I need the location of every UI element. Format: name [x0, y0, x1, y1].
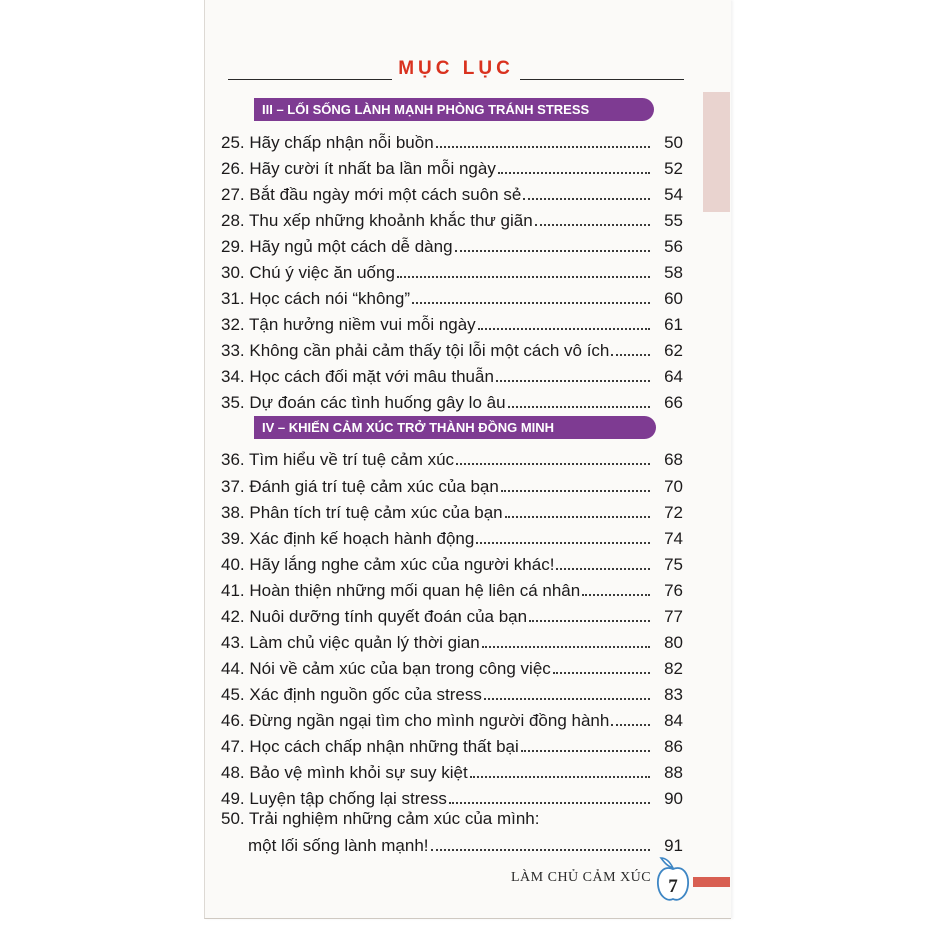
book-title-footer: LÀM CHỦ CẢM XÚC [511, 870, 652, 885]
header-rule-left [228, 79, 392, 80]
toc-entry-title: 39. Xác định kế hoạch hành động [221, 529, 475, 548]
toc-entry-title: 42. Nuôi dưỡng tính quyết đoán của bạn [221, 607, 528, 626]
toc-entry-title: 43. Làm chủ việc quản lý thời gian [221, 633, 480, 652]
leader-dots [478, 328, 650, 330]
toc-entry[interactable] [221, 679, 683, 705]
leader-dots [412, 302, 650, 304]
toc-entry-title: 37. Đánh giá trí tuệ cảm xúc của bạn [221, 477, 499, 496]
toc-entry-page: 70 [664, 477, 683, 496]
leader-dots [505, 516, 650, 518]
leader-dots [523, 198, 650, 200]
leader-dots [456, 463, 650, 465]
toc-entry-page: 66 [664, 393, 683, 412]
toc-entry-page: 54 [664, 185, 683, 204]
toc-entry-title: 25. Hãy chấp nhận nỗi buồn [221, 133, 434, 152]
toc-entry-title: 28. Thu xếp những khoảnh khắc thư giãn [221, 211, 533, 230]
toc-entry[interactable] [221, 309, 683, 335]
toc-entry-title: 38. Phân tích trí tuệ cảm xúc của bạn [221, 503, 503, 522]
toc-entry[interactable] [221, 179, 683, 205]
toc-entry-page: 62 [664, 341, 683, 360]
toc-entry-page: 80 [664, 633, 683, 652]
leader-dots [484, 698, 650, 700]
accent-bar [693, 877, 730, 887]
leader-dots [449, 802, 650, 804]
leader-dots [498, 172, 650, 174]
leader-dots [553, 672, 650, 674]
toc-entry-title: 27. Bắt đầu ngày mới một cách suôn sẻ [221, 185, 522, 204]
toc-entry-title-line1[interactable]: 50. Trải nghiệm những cảm xúc của mình: [221, 809, 540, 828]
toc-entry[interactable] [221, 283, 683, 309]
toc-entry-page: 72 [664, 503, 683, 522]
leader-dots [455, 250, 650, 252]
leader-dots [582, 594, 650, 596]
toc-entry-title: 31. Học cách nói “không” [221, 289, 410, 308]
toc-entry-title: 34. Học cách đối mặt với mâu thuẫn [221, 367, 494, 386]
toc-entry[interactable] [221, 361, 683, 387]
page-title: MỤC LỤC [398, 58, 514, 79]
leader-dots [397, 276, 650, 278]
toc-entry-page: 52 [664, 159, 683, 178]
toc-entry-title: 30. Chú ý việc ăn uống [221, 263, 395, 282]
leader-dots [529, 620, 650, 622]
toc-entry[interactable] [221, 549, 683, 575]
toc-entry-title: 26. Hãy cười ít nhất ba lần mỗi ngày [221, 159, 496, 178]
toc-entry[interactable] [221, 153, 683, 179]
toc-entry-title: 45. Xác định nguồn gốc của stress [221, 685, 482, 704]
page-edge-tab [703, 92, 730, 212]
leader-dots [508, 406, 650, 408]
leader-dots [470, 776, 650, 778]
toc-entry[interactable] [221, 523, 683, 549]
toc-entry-page: 55 [664, 211, 683, 230]
apple-page-number-icon [655, 852, 691, 904]
leader-dots [431, 849, 651, 851]
leader-dots [521, 750, 650, 752]
toc-entry-page: 77 [664, 607, 683, 626]
toc-entry-title: 49. Luyện tập chống lại stress [221, 789, 447, 808]
toc-entry-page: 56 [664, 237, 683, 256]
toc-entry[interactable] [221, 705, 683, 731]
leader-dots [501, 490, 650, 492]
toc-entry-title: 32. Tận hưởng niềm vui mỗi ngày [221, 315, 476, 334]
section-heading-iv: IV – KHIẾN CẢM XÚC TRỞ THÀNH ĐỒNG MINH [254, 416, 656, 439]
toc-entry[interactable] [221, 231, 683, 257]
toc-entry[interactable] [221, 497, 683, 523]
toc-entry[interactable] [221, 627, 683, 653]
toc-entry[interactable] [248, 830, 683, 856]
toc-entry-title: 35. Dự đoán các tình huống gây lo âu [221, 393, 506, 412]
leader-dots [436, 146, 650, 148]
leader-dots [476, 542, 650, 544]
leader-dots [496, 380, 650, 382]
leader-dots [535, 224, 650, 226]
toc-entry-title: 29. Hãy ngủ một cách dễ dàng [221, 237, 453, 256]
toc-entry-page: 58 [664, 263, 683, 282]
toc-entry-page: 76 [664, 581, 683, 600]
toc-entry-title-line2: một lối sống lành mạnh! [248, 836, 429, 855]
toc-entry[interactable] [221, 757, 683, 783]
toc-entry[interactable] [221, 575, 683, 601]
toc-entry-page: 91 [664, 836, 683, 855]
footer-page-number: 7 [668, 876, 678, 897]
toc-header [228, 58, 684, 88]
leader-dots [482, 646, 650, 648]
toc-entry[interactable] [221, 471, 683, 497]
toc-entry-title: 36. Tìm hiểu về trí tuệ cảm xúc [221, 450, 455, 469]
toc-entry-page: 75 [664, 555, 683, 574]
toc-entry-title: 44. Nói về cảm xúc của bạn trong công việc [221, 659, 551, 678]
toc-entry-page: 83 [664, 685, 683, 704]
toc-entry-title: 48. Bảo vệ mình khỏi sự suy kiệt [221, 763, 468, 782]
toc-entry-title: 40. Hãy lắng nghe cảm xúc của người khác! [221, 555, 555, 574]
toc-entry-page: 84 [664, 711, 683, 730]
toc-entry-page: 61 [664, 315, 683, 334]
leader-dots [611, 724, 650, 726]
toc-entry-page: 86 [664, 737, 683, 756]
toc-entry-title: 33. Không cần phải cảm thấy tội lỗi một cách vô ích [221, 341, 610, 360]
toc-entry[interactable] [221, 731, 683, 757]
toc-entry[interactable] [221, 127, 683, 153]
toc-entry[interactable] [221, 205, 683, 231]
toc-entry-title: 47. Học cách chấp nhận những thất bại [221, 737, 519, 756]
toc-entry[interactable] [221, 444, 683, 470]
header-rule-right [520, 79, 684, 80]
toc-entry-title: 41. Hoàn thiện những mối quan hệ liên cá nhân [221, 581, 581, 600]
toc-entry-page: 50 [664, 133, 683, 152]
toc-entry[interactable] [221, 335, 683, 361]
toc-entry-page: 82 [664, 659, 683, 678]
toc-entry-page: 60 [664, 289, 683, 308]
toc-entry-title: 46. Đừng ngần ngại tìm cho mình người đồng hành [221, 711, 610, 730]
toc-entry-page: 68 [664, 450, 683, 469]
toc-entry[interactable] [221, 387, 683, 413]
toc-entry-page: 74 [664, 529, 683, 548]
section-heading-iii: III – LỐI SỐNG LÀNH MẠNH PHÒNG TRÁNH STRESS [254, 98, 654, 121]
toc-entry-page: 88 [664, 763, 683, 782]
leader-dots [611, 354, 650, 356]
toc-entry[interactable] [221, 601, 683, 627]
toc-entry[interactable] [221, 257, 683, 283]
leader-dots [556, 568, 650, 570]
toc-entry[interactable] [221, 653, 683, 679]
toc-entry-page: 90 [664, 789, 683, 808]
toc-entry-page: 64 [664, 367, 683, 386]
